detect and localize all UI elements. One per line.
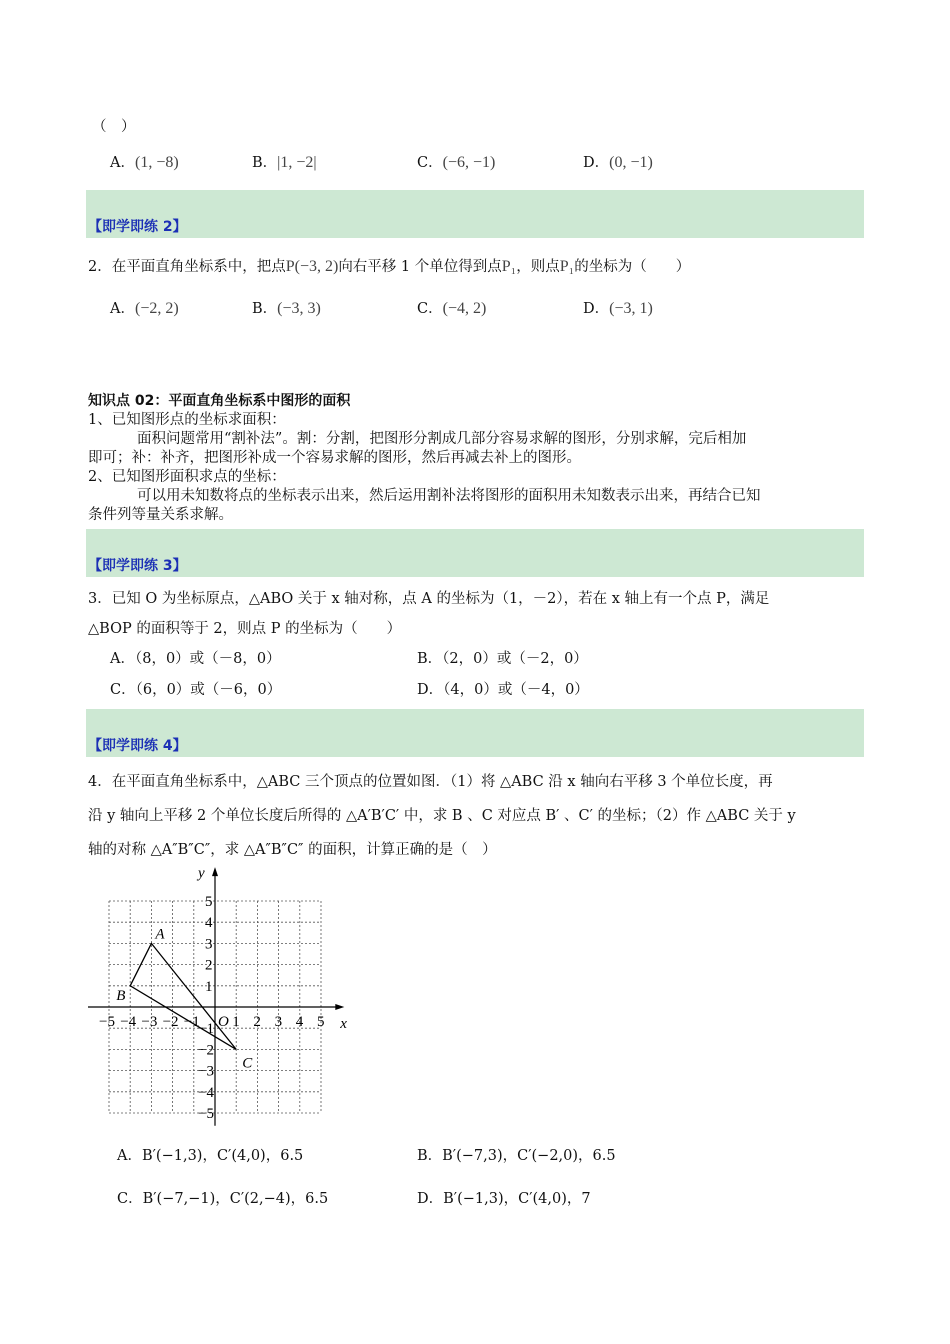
option-a[interactable] bbox=[110, 154, 179, 172]
y-tick-label: 5 bbox=[205, 894, 213, 910]
y-tick-label: −5 bbox=[198, 1106, 214, 1122]
practice-banner-label: 【即学即练 4】 bbox=[88, 738, 187, 754]
x-tick-label: 5 bbox=[317, 1014, 325, 1030]
option-c[interactable] bbox=[417, 300, 486, 318]
y-tick-label: 1 bbox=[205, 978, 213, 995]
triangle-abc bbox=[130, 943, 236, 1049]
x-tick-label: −5 bbox=[99, 1014, 115, 1030]
vertex-label-b: B bbox=[116, 987, 126, 1004]
option-b[interactable] bbox=[417, 650, 588, 668]
knowledge-title: 知识点 02：平面直角坐标系中图形的面积 bbox=[88, 393, 351, 409]
practice-banner-label: 【即学即练 2】 bbox=[88, 219, 187, 235]
option-value: B′(−7,−1)，C′(2,−4)，6.5 bbox=[142, 1191, 329, 1207]
option-label: C． bbox=[417, 155, 443, 171]
option-b[interactable] bbox=[417, 1147, 616, 1165]
y-tick-label: −1 bbox=[198, 1021, 214, 1038]
knowledge-line: 面积问题常用“割补法”。割：分割，把图形分割成几部分容易求解的图形，分别求解，完后相加 bbox=[137, 431, 747, 447]
option-d[interactable] bbox=[417, 1190, 591, 1208]
q2-stem bbox=[88, 258, 690, 276]
q3-stem: 3．已知 O 为坐标原点，△ABO 关于 x 轴对称，点 A 的坐标为（1，－2），若在 x 轴上有一个点 P，满足 bbox=[88, 591, 770, 607]
q4-stem: 4．在平面直角坐标系中，△ABC 三个顶点的位置如图．（1）将 △ABC 沿 x 轴向右平移 3 个单位长度，再 bbox=[88, 774, 773, 790]
option-value: (−4, 2) bbox=[442, 300, 487, 317]
y-tick-label: −3 bbox=[198, 1063, 214, 1080]
option-value: (−2, 2) bbox=[134, 300, 179, 317]
option-label: A． bbox=[117, 1148, 142, 1164]
knowledge-line: 1、已知图形点的坐标求面积： bbox=[88, 412, 286, 428]
y-tick-label: 3 bbox=[205, 936, 213, 953]
option-value: (0, −1) bbox=[609, 154, 653, 171]
q3-stem: △BOP 的面积等于 2，则点 P 的坐标为（ ） bbox=[88, 621, 402, 637]
q4-stem: 沿 y 轴向上平移 2 个单位长度后所得的 △A′B′C′ 中，求 B 、C 对应点 B′ 、C′ 的坐标；（2）作 △ABC 关于 y bbox=[88, 808, 796, 824]
option-d[interactable] bbox=[583, 300, 653, 318]
option-label: C． bbox=[117, 1191, 143, 1207]
option-value: (−3, 1) bbox=[609, 300, 653, 317]
option-label: B． bbox=[252, 301, 278, 317]
option-value: B′(−7,3)，C′(−2,0)，6.5 bbox=[442, 1148, 616, 1164]
option-label: B． bbox=[417, 1148, 443, 1164]
option-label: D． bbox=[583, 301, 610, 317]
option-value: |1, −2| bbox=[277, 154, 317, 171]
option-label: B． bbox=[417, 651, 443, 667]
y-tick-label: 4 bbox=[205, 915, 213, 932]
knowledge-line: 可以用未知数将点的坐标表示出来，然后运用割补法将图形的面积用未知数表示出来，再结合已知 bbox=[137, 488, 761, 504]
x-tick-label: −3 bbox=[141, 1014, 158, 1030]
practice-banner-label: 【即学即练 3】 bbox=[88, 558, 187, 574]
vertex-label-c: C bbox=[242, 1055, 253, 1072]
coordinate-figure bbox=[85, 865, 360, 1130]
x-axis-arrow-icon bbox=[335, 1004, 344, 1010]
option-label: A． bbox=[110, 301, 135, 317]
y-tick-label: 2 bbox=[205, 957, 213, 974]
option-c[interactable] bbox=[110, 681, 281, 699]
option-label: A． bbox=[110, 651, 135, 667]
option-value: B′(−1,3)，C′(4,0)，6.5 bbox=[141, 1148, 304, 1164]
q2-text: ，则点 bbox=[516, 259, 560, 275]
option-label: A． bbox=[110, 155, 135, 171]
option-value: (−3, 3) bbox=[277, 300, 321, 317]
y-axis-label: y bbox=[198, 865, 205, 882]
x-tick-label: 2 bbox=[253, 1014, 261, 1030]
q2-point-p1: P₁ bbox=[559, 258, 575, 275]
practice-banner-4 bbox=[86, 709, 864, 757]
option-b[interactable] bbox=[252, 300, 321, 318]
q2-point-p1: P₁ bbox=[501, 258, 517, 275]
option-d[interactable] bbox=[417, 681, 589, 699]
option-a[interactable] bbox=[110, 300, 179, 318]
x-tick-label: −4 bbox=[120, 1014, 137, 1030]
x-tick-label: 4 bbox=[295, 1014, 304, 1030]
q4-stem: 轴的对称 △A″B″C″，求 △A″B″C″ 的面积，计算正确的是（ ） bbox=[88, 842, 497, 858]
origin-label: O bbox=[218, 1014, 229, 1030]
q2-point: P(−3, 2) bbox=[285, 258, 339, 275]
option-label: C． bbox=[110, 682, 136, 698]
y-axis-arrow-icon bbox=[212, 867, 218, 876]
option-label: D． bbox=[417, 682, 444, 698]
q2-text: 的坐标为（ ） bbox=[574, 259, 691, 275]
option-label: D． bbox=[583, 155, 610, 171]
practice-banner-2 bbox=[86, 190, 864, 238]
option-value: （2，0）或（－2，0） bbox=[442, 651, 588, 667]
option-value: （6，0）或（－6，0） bbox=[135, 682, 282, 698]
y-tick-label: −4 bbox=[198, 1084, 214, 1101]
option-c[interactable] bbox=[117, 1190, 328, 1208]
option-c[interactable] bbox=[417, 154, 495, 172]
knowledge-line: 2、已知图形面积求点的坐标： bbox=[88, 469, 286, 485]
x-axis-label: x bbox=[340, 1016, 347, 1032]
option-b[interactable] bbox=[252, 154, 317, 172]
q2-text: 向右平移 1 个单位得到点 bbox=[338, 259, 502, 275]
q2-text: 2．在平面直角坐标系中，把点 bbox=[88, 259, 286, 275]
x-tick-label: 1 bbox=[232, 1014, 240, 1030]
option-d[interactable] bbox=[583, 154, 653, 172]
option-value: (1, −8) bbox=[134, 154, 179, 171]
option-value: （8，0）或（－8，0） bbox=[134, 651, 281, 667]
option-value: （4，0）或（－4，0） bbox=[443, 682, 589, 698]
option-label: D． bbox=[417, 1191, 444, 1207]
option-value: B′(−1,3)，C′(4,0)，7 bbox=[443, 1191, 591, 1207]
q1-answer-paren: （ ） bbox=[92, 119, 136, 135]
option-value: (−6, −1) bbox=[442, 154, 496, 171]
knowledge-line: 即可；补：补齐，把图形补成一个容易求解的图形，然后再减去补上的图形。 bbox=[88, 450, 581, 466]
x-tick-label: −2 bbox=[162, 1014, 179, 1030]
x-tick-label: 3 bbox=[274, 1014, 283, 1030]
vertex-label-a: A bbox=[155, 926, 165, 943]
option-label: B． bbox=[252, 155, 278, 171]
practice-banner-3 bbox=[86, 529, 864, 577]
option-label: C． bbox=[417, 301, 443, 317]
y-tick-label: −2 bbox=[198, 1042, 214, 1059]
option-a[interactable] bbox=[117, 1147, 303, 1165]
x-tick-label: −1 bbox=[183, 1014, 200, 1030]
knowledge-line: 条件列等量关系求解。 bbox=[88, 507, 233, 523]
option-a[interactable] bbox=[110, 650, 281, 668]
